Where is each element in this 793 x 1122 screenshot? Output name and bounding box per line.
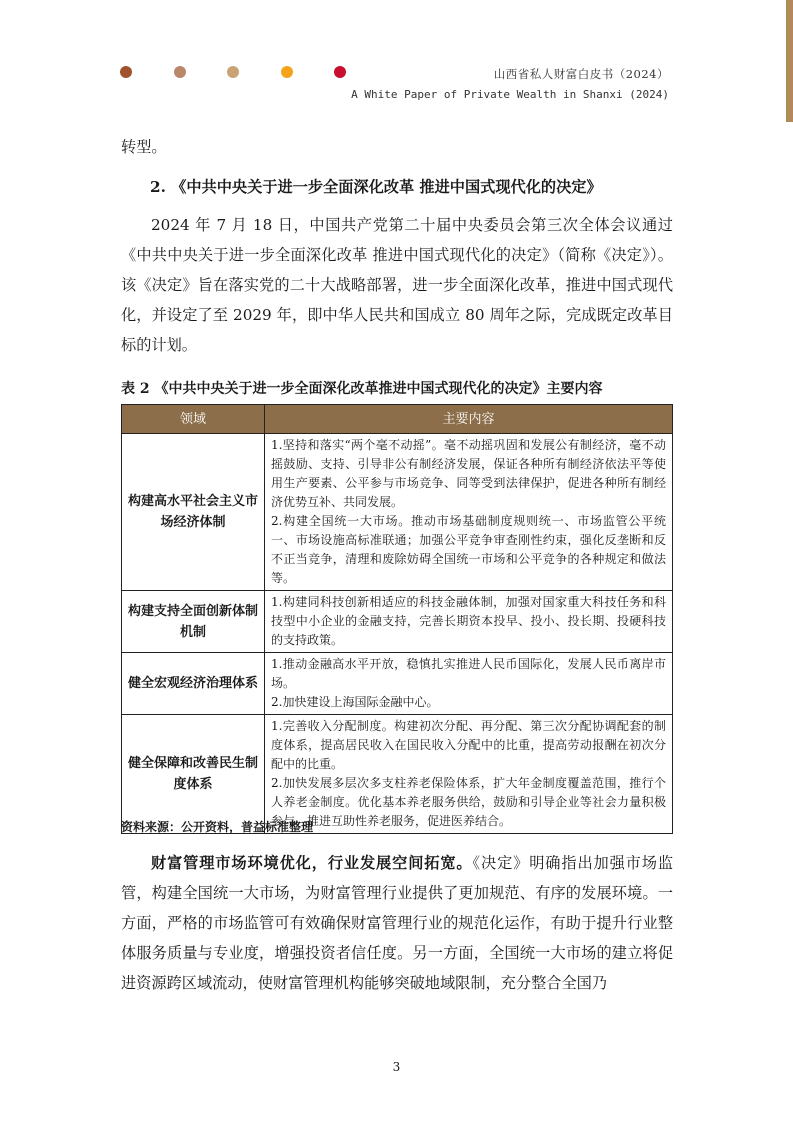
table-row [122,434,673,591]
content-item: 2.加快发展多层次多支柱养老保险体系，扩大年金制度覆盖范围，推行个人养老金制度。优化基本养老服务供给，鼓励和引导企业等社会力量积极参与，推进互助性养老服务，促进医养结合。 [271,776,666,828]
paragraph-2-lead: 财富管理市场环境优化，行业发展空间拓宽。 [151,854,473,872]
table-header-domain: 领域 [122,405,265,434]
header-dot-4 [281,66,293,78]
table-cell-content [265,434,673,591]
header-dot-3 [227,66,239,78]
table-cell-domain: 构建高水平社会主义市场经济体制 [122,434,265,591]
table-row [122,653,673,715]
paragraph-2 [121,848,673,998]
content-item: 1.构建同科技创新相适应的科技金融体制，加强对国家重大科技任务和科技型中小企业的金融支持，完善长期资本投早、投小、投长期、投硬科技的支持政策。 [271,595,666,647]
header-dot-2 [174,66,186,78]
content-item: 2.加快建设上海国际金融中心。 [271,695,439,709]
table-cell-domain: 健全保障和改善民生制度体系 [122,715,265,834]
table-row [122,591,673,653]
table-row [122,715,673,834]
table-caption: 表 2 《中共中央关于进一步全面深化改革推进中国式现代化的决定》主要内容 [121,381,603,397]
header-dot-5 [334,66,346,78]
header-title-cn: 山西省私人财富白皮书（2024） [493,67,669,81]
content-item: 1.坚持和落实“两个毫不动摇”。毫不动摇巩固和发展公有制经济，毫不动摇鼓励、支持、引导非公有制经济发展，保证各种所有制经济依法平等使用生产要素、公平参与市场竞争、同等受到法律保护，促进各种所有制经济优势互补、共同发展。 [271,438,666,509]
table-header-row [122,405,673,434]
paragraph-2-body: 《决定》明确指出加强市场监管，构建全国统一大市场，为财富管理行业提供了更加规范、有序的发展环境。一方面，严格的市场监管可有效确保财富管理行业的规范化运作，有助于提升行业整体服务质量与专业度，增强投资者信任度。另一方面，全国统一大市场的建立将促进资源跨区域流动，使财富管理机构能够突破地域限制，充分整合全国乃 [121,854,674,992]
table-cell-content [265,715,673,834]
content-item: 1.推动金融高水平开放，稳慎扎实推进人民币国际化，发展人民币离岸市场。 [271,657,666,690]
header-dot-1 [120,66,132,78]
paragraph-1: 2024 年 7 月 18 日，中国共产党第二十届中央委员会第三次全体会议通过《中共中央关于进一步全面深化改革 推进中国式现代化的决定》（简称《决定》）。该《决定》旨在落实党的二十大战略部署，进一步全面深化改革，推进中国式现代化，并设定了至 2029 年，即中华人民共和国成立 80 周年之际，完成既定改革目标的计划。 [121,216,673,354]
section-heading: 2. 《中共中央关于进一步全面深化改革 推进中国式现代化的决定》 [150,178,602,196]
table-cell-content [265,653,673,715]
content-item: 2.构建全国统一大市场。推动市场基础制度规则统一、市场监管公平统一、市场设施高标准联通；加强公平竞争审查刚性约束，强化反垄断和反不正当竞争，清理和废除妨碍全国统一市场和公平竞争的各种规定和做法等。 [271,514,666,585]
table-source: 资料来源：公开资料，普益标准整理 [121,820,314,834]
table-header-content: 主要内容 [265,405,673,434]
side-accent-bar [786,0,793,122]
table-cell-domain: 构建支持全面创新体制机制 [122,591,265,653]
body-fragment: 转型。 [121,138,167,156]
content-item: 1.完善收入分配制度。构建初次分配、再分配、第三次分配协调配套的制度体系，提高居民收入在国民收入分配中的比重，提高劳动报酬在初次分配中的比重。 [271,719,666,771]
page-number: 3 [392,1060,401,1074]
table-cell-domain: 健全宏观经济治理体系 [122,653,265,715]
header-title-en: A White Paper of Private Wealth in Shanxi (2024) [351,88,669,101]
table-cell-content [265,591,673,653]
content-table [121,404,673,834]
